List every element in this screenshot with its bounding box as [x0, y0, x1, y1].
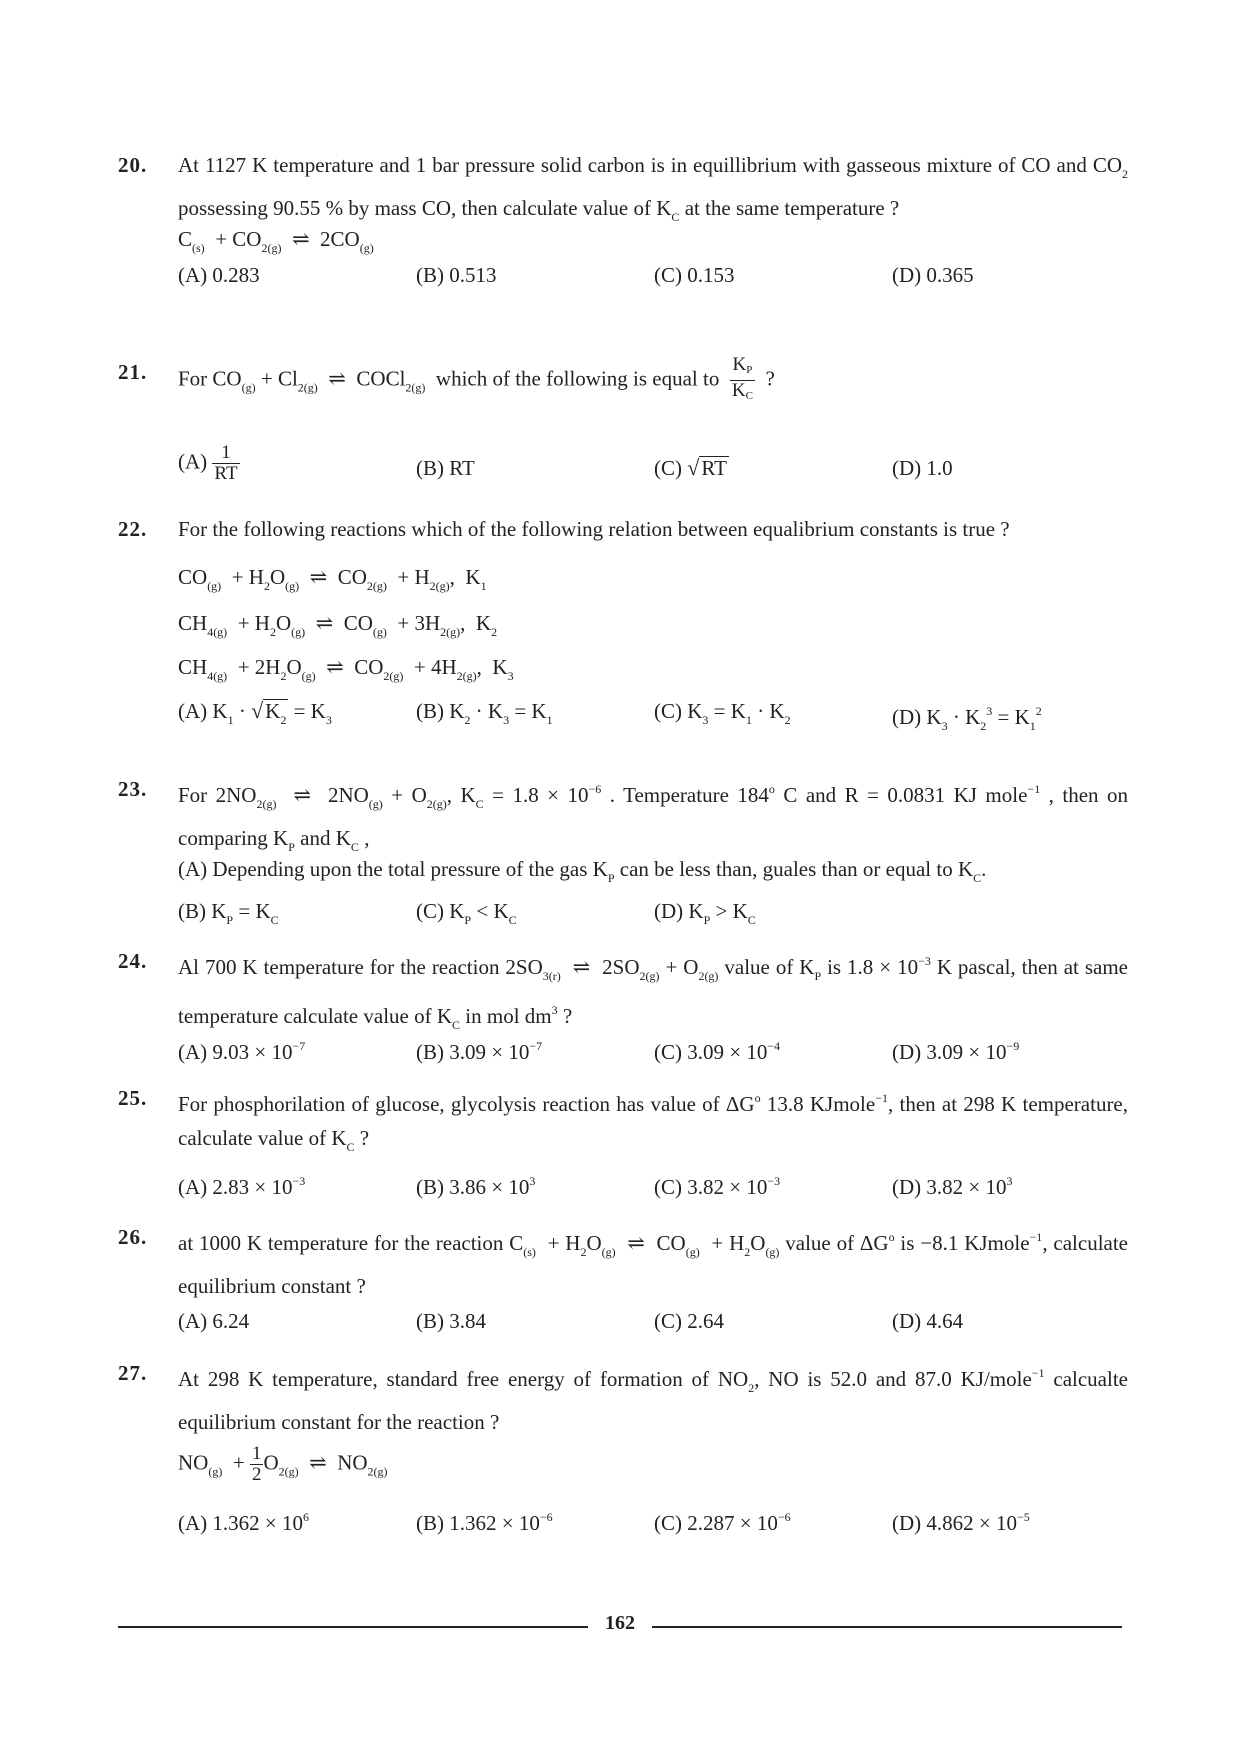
question-text: For phosphorilation of glucose, glycolysis reaction has value of $\Delta G^o$ 13.8 KJmole$^{-1}$, then at 298 K temperature, calculate value of $K_C$ ? [178, 1091, 1129, 1154]
option-d[interactable]: (D) 4.64 [892, 1309, 964, 1333]
question-number: 22. [118, 517, 148, 541]
footer-rule-left [118, 1626, 588, 1628]
option-a[interactable]: (A) $9.03 \times 10^{-7}$ [178, 1039, 306, 1064]
option-a[interactable]: (A) $1.362 \times 10^6$ [178, 1510, 309, 1535]
option-b[interactable]: (B) RT [416, 456, 475, 480]
option-c[interactable]: (C) 0.153 [654, 263, 735, 287]
option-b[interactable]: (B) 3.84 [416, 1309, 486, 1333]
question-text: At 1127 K temperature and 1 bar pressure solid carbon is in equillibrium with gasseous mixture of CO and $CO_2$ possessing 90.55 % by mass CO, then calculate value of $K_C$ at the same temperature ? [178, 153, 1128, 224]
reaction-equation: $NO_{(g)}$ + $\frac{1}{2}$ $O_{2(g)}$ ⇌ $NO_{2(g)}$ [178, 1443, 388, 1485]
question-number: 26. [118, 1225, 148, 1249]
question-number: 20. [118, 153, 148, 177]
option-b[interactable]: (B) $K_2 \cdot K_3 = K_1$ [416, 699, 553, 727]
question-number: 25. [118, 1086, 148, 1110]
option-c[interactable]: (C) $K_P < K_C$ [416, 899, 517, 927]
option-d[interactable]: (D) $4.862 \times 10^{-5}$ [892, 1510, 1030, 1535]
options [178, 694, 1128, 733]
option-a[interactable]: (A) $2.83 \times 10^{-3}$ [178, 1174, 306, 1199]
footer-rule-right [652, 1626, 1122, 1628]
option-c[interactable]: (C) √RT [654, 455, 727, 480]
option-a[interactable]: (A) $K_1 \cdot √K_2 = K_3$ [178, 694, 332, 737]
option-b[interactable]: (B) $3.09 \times 10^{-7}$ [416, 1039, 543, 1064]
option-d[interactable]: (D) $K_3 \cdot K_2^3 = K_1^2$ [892, 704, 1042, 733]
option-a[interactable]: (A) $\frac{1}{RT}$ [178, 442, 238, 484]
option-d[interactable]: (D) $K_P > K_C$ [654, 899, 756, 927]
options [178, 1029, 1128, 1063]
question-20 [118, 148, 1128, 298]
question-text: At 298 K temperature, standard free energy of formation of $NO_2$, NO is 52.0 and 87.0 KJ/mole$^{-1}$ calcualte equilibrium constant for the reaction ? [178, 1366, 1128, 1434]
options [178, 1164, 1128, 1198]
option-c[interactable]: (C) 2.64 [654, 1309, 724, 1333]
option-d[interactable]: (D) $3.09 \times 10^{-9}$ [892, 1039, 1020, 1064]
reaction-equation: $C_{(s)} + CO_{2(g)}$ ⇌ $2CO_{(g)}$ [178, 227, 374, 255]
reaction-equation-3: $CH_{4(g)} + 2H_2O_{(g)}$ ⇌ $CO_{2(g)} + 4H_{2(g)}$, $K_3$ [178, 655, 514, 683]
question-text: For the following reactions which of the following relation between equalibrium constants is true ? [178, 517, 1010, 541]
option-c[interactable]: (C) $3.09 \times 10^{-4}$ [654, 1039, 781, 1064]
option-c[interactable]: (C) $3.82 \times 10^{-3}$ [654, 1174, 781, 1199]
options [178, 1304, 1128, 1338]
question-23 [118, 772, 1128, 932]
question-number: 23. [118, 777, 148, 801]
options [178, 443, 1128, 489]
question-number: 21. [118, 360, 148, 384]
option-a[interactable]: (A) 0.283 [178, 263, 260, 287]
reaction-equation-2: $CH_{4(g)} + H_2O_{(g)}$ ⇌ $CO_{(g)} + 3H_{2(g)}$, $K_2$ [178, 611, 498, 639]
page-number: 162 [605, 1612, 635, 1634]
question-number: 24. [118, 949, 148, 973]
question-text: For $2NO_{2(g)}$ ⇌ $2NO_{(g)} + O_{2(g)}$, $K_C = 1.8 \times 10^{-6}$ . Temperature 184$^o$ C and R = 0.0831 KJ mole$^{-1}$ , then on comparing $K_P$ and $K_C$ , [178, 782, 1129, 854]
options [178, 894, 1128, 928]
option-b[interactable]: (B) 0.513 [416, 263, 497, 287]
question-21 [118, 355, 1128, 495]
question-26 [118, 1220, 1128, 1345]
option-b[interactable]: (B) $3.86 \times 10^3$ [416, 1174, 536, 1199]
question-24 [118, 944, 1128, 1074]
question-22 [118, 512, 1128, 742]
option-d[interactable]: (D) 0.365 [892, 263, 974, 287]
option-a[interactable]: (A) 6.24 [178, 1309, 250, 1333]
options [178, 258, 1128, 292]
question-text: at 1000 K temperature for the reaction $C_{(s)} + H_2O_{(g)}$ ⇌ $CO_{(g)} + H_2O_{(g)}$ value of $\Delta G^o$ is −8.1 KJmole$^{-1}$, calculate equilibrium constant ? [178, 1230, 1129, 1298]
options [178, 1500, 1128, 1534]
option-c[interactable]: (C) $K_3 = K_1 \cdot K_2$ [654, 699, 791, 727]
question-text: For $CO_{(g)} + Cl_{2(g)}$ ⇌ COCl$_{2(g)}$ which of the following is equal to $\frac{K_P}{K_C}$ ? [178, 354, 775, 402]
option-a[interactable]: (A) Depending upon the total pressure of the gas $K_P$ can be less than, guales than or equal to $K_C$. [178, 857, 987, 885]
option-c[interactable]: (C) $2.287 \times 10^{-6}$ [654, 1510, 791, 1535]
option-d[interactable]: (D) 1.0 [892, 456, 953, 480]
question-number: 27. [118, 1361, 148, 1385]
option-b[interactable]: (B) $K_P = K_C$ [178, 899, 279, 927]
question-27 [118, 1356, 1128, 1556]
question-text: Al 700 K temperature for the reaction $2SO_{3(r)}$ ⇌ $2SO_{2(g)} + O_{2(g)}$ value of $K_P$ is $1.8 \times 10^{-3}$ K pascal, then at same temperature calculate value of $K_C$ in mol $dm^3$ ? [178, 954, 1128, 1032]
option-d[interactable]: (D) $3.82 \times 10^3$ [892, 1174, 1013, 1199]
question-25 [118, 1081, 1128, 1206]
reaction-equation-1: $CO_{(g)} + H_2O_{(g)}$ ⇌ $CO_{2(g)} + H_{2(g)}$, $K_1$ [178, 565, 487, 593]
option-a-row [178, 852, 1128, 886]
option-b[interactable]: (B) $1.362 \times 10^{-6}$ [416, 1510, 553, 1535]
